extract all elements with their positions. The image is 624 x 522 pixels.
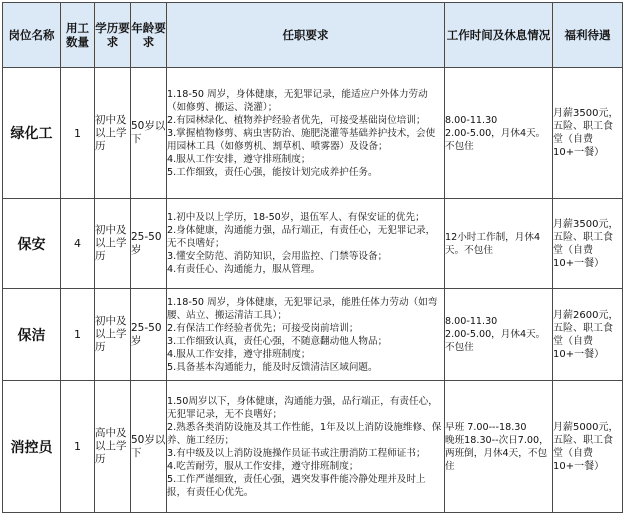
schedule-line: 8.00-11.30 — [445, 114, 498, 126]
header-age: 年龄要求 — [131, 3, 167, 68]
requirement-item: 1.18-50 周岁，身体健康，无犯罪记录，能胜任体力劳动（如弯腰、站立、搬运清洁工具）； — [167, 296, 438, 321]
requirement-item: 4.服从工作安排，遵守排班制度； — [167, 153, 311, 165]
requirement-item: 2.身体健康，沟通能力强，品行端正，有责任心，无犯罪记录，无不良嗜好； — [167, 225, 436, 249]
job-title: 消控员 — [3, 381, 61, 513]
job-education: 初中及以上学历 — [95, 289, 131, 381]
schedule-line: 8.00-11.30 — [445, 316, 498, 327]
job-age: 50岁以下 — [131, 68, 167, 199]
requirement-item: 1.初中及以上学历，18-50岁，退伍军人、有保安证的优先； — [167, 212, 425, 223]
job-requirements — [167, 381, 445, 513]
job-age: 25-50岁 — [131, 199, 167, 289]
job-count: 4 — [61, 199, 95, 289]
table-row — [3, 68, 623, 199]
requirement-item: 4.吃苦耐劳，服从工作安排，遵守排班制度； — [167, 460, 359, 472]
header-schedule: 工作时间及休息情况 — [445, 3, 553, 68]
job-age: 50岁以下 — [131, 381, 167, 513]
requirement-item: 4.服从工作安排，遵守排班制度； — [167, 348, 311, 360]
job-count: 1 — [61, 289, 95, 381]
schedule-line: 2.00-5.00，月休4天。不包住 — [445, 127, 546, 152]
job-requirements — [167, 68, 445, 199]
header-benefits: 福利待遇 — [553, 3, 623, 68]
job-title: 绿化工 — [3, 68, 61, 199]
requirement-item: 2.有保洁工作经验者优先；可接受岗前培训； — [167, 322, 359, 334]
requirement-item: 3.懂安全防范、消防知识，会用监控、门禁等设备； — [167, 251, 388, 262]
schedule-line: 2.00-5.00，月休4天。不包住 — [445, 329, 546, 353]
job-schedule — [445, 68, 553, 199]
job-benefits: 月薪5000元，五险、职工食堂（自费10+一餐） — [553, 381, 623, 513]
requirement-item: 5.具备基本沟通能力，能及时反馈清洁区域问题。 — [167, 361, 378, 373]
requirement-item: 3.有中级及以上消防设施操作员证书或注册消防工程师证书； — [167, 447, 426, 459]
table-row — [3, 199, 623, 289]
job-benefits: 月薪3500元，五险、职工食堂（自费10+一餐） — [553, 199, 623, 289]
header-count: 用工数量 — [61, 3, 95, 68]
job-age: 25-50岁 — [131, 289, 167, 381]
requirement-item: 3.掌握植物修剪、病虫害防治、施肥浇灌等基础养护技术，会使用园林工具（如修剪机、割草机、喷雾器）及设备； — [167, 127, 436, 152]
job-education: 初中及以上学历 — [95, 68, 131, 199]
requirement-item: 2.熟悉各类消防设施及其工作性能，1年及以上消防设施维修、保养、施工经历； — [167, 421, 442, 446]
job-education: 高中及以上学历 — [95, 381, 131, 513]
header-requirements: 任职要求 — [167, 3, 445, 68]
requirement-item: 1.50周岁以下，身体健康，沟通能力强，品行端正，有责任心，无犯罪记录，无不良嗜好； — [167, 395, 438, 420]
requirement-item: 2.有园林绿化、植物养护经验者优先，可接受基础岗位培训； — [167, 114, 426, 126]
job-benefits: 月薪3500元，五险、职工食堂（自费10+一餐） — [553, 68, 623, 199]
job-schedule — [445, 199, 553, 289]
table-row — [3, 289, 623, 381]
job-table — [2, 2, 623, 513]
job-benefits: 月薪2600元，五险、职工食堂（自费10+一餐） — [553, 289, 623, 381]
job-title: 保安 — [3, 199, 61, 289]
requirement-item: 1.18-50 周岁，身体健康，无犯罪记录，能适应户外体力劳动（如修剪、搬运、浇灌）； — [167, 88, 428, 113]
job-title: 保洁 — [3, 289, 61, 381]
schedule-line: 早班 7.00---18.30 — [445, 421, 527, 433]
job-count: 1 — [61, 381, 95, 513]
requirement-item: 4.有责任心、沟通能力，服从管理。 — [167, 264, 321, 275]
job-schedule — [445, 381, 553, 513]
job-schedule — [445, 289, 553, 381]
job-requirements — [167, 199, 445, 289]
job-count: 1 — [61, 68, 95, 199]
header-title: 岗位名称 — [3, 3, 61, 68]
schedule-line: 晚班18.30--次日7.00，两班倒，月休4天，不包住 — [445, 434, 549, 472]
header-row — [3, 3, 623, 68]
schedule-line: 12小时工作制，月休4天。不包住 — [445, 231, 541, 256]
requirement-item: 5.工作细致，责任心强，能按计划完成养护任务。 — [167, 166, 378, 178]
job-education: 初中及以上学历 — [95, 199, 131, 289]
job-requirements — [167, 289, 445, 381]
requirement-item: 3.工作细致认真，责任心强，不随意翻动他人物品； — [167, 335, 388, 347]
requirement-item: 5.工作严谨细致，责任心强，遇突发事件能冷静处理并及时上报，有责任心优先。 — [167, 473, 426, 498]
header-education: 学历要求 — [95, 3, 131, 68]
table-row — [3, 381, 623, 513]
